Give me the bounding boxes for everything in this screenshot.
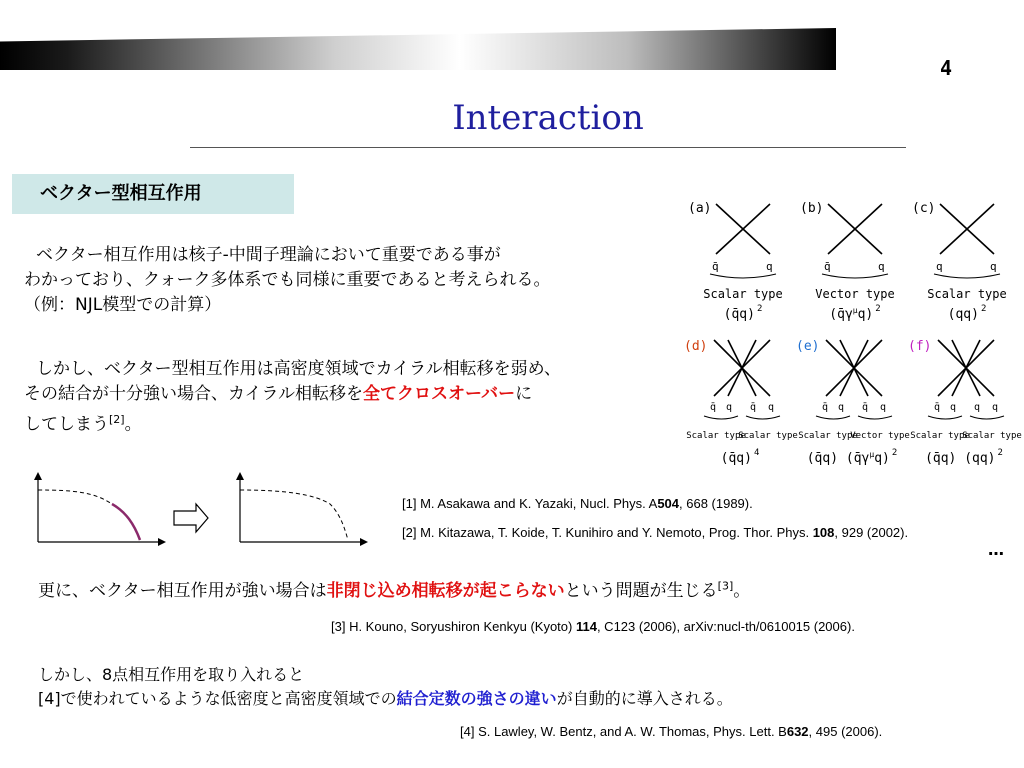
leg-label: q bbox=[878, 260, 885, 273]
coupling-formula: (q̄q) $(q̄\gamma^\mu q)$ $^2$ bbox=[806, 448, 898, 466]
phase-plot-right bbox=[236, 472, 368, 546]
type-label: Vector type bbox=[850, 431, 910, 441]
pair-brace bbox=[746, 416, 780, 419]
paragraph-line: [4]で使われているような低密度と高密度領域での結合定数の強さの違いが自動的に導入される。 bbox=[38, 689, 733, 708]
type-label: Scalar type bbox=[738, 431, 798, 441]
leg-label: q bbox=[726, 402, 733, 413]
reference-2: [2] M. Kitazawa, T. Koide, T. Kunihiro and Y. Nemoto, Prog. Thor. Phys. 108, 929 (2002). bbox=[402, 525, 909, 540]
vertex-diagram-c bbox=[912, 201, 1007, 322]
vertex-diagram-f bbox=[908, 339, 1022, 466]
reference-1: [1] M. Asakawa and K. Yazaki, Nucl. Phys. A504, 668 (1989). bbox=[402, 496, 753, 511]
coupling-formula: $(q̄\gamma^\mu q)$ $^2$ bbox=[829, 304, 881, 322]
diagram-tag: (d) bbox=[684, 339, 708, 354]
leg-label: q̄ bbox=[862, 402, 869, 413]
diagram-tag: (a) bbox=[688, 201, 712, 216]
paragraph-eight-point bbox=[38, 663, 733, 711]
pair-brace bbox=[928, 416, 962, 419]
coupling-formula: (q̄q) $^2$ bbox=[723, 304, 763, 322]
paragraph-chiral-transition bbox=[24, 357, 692, 438]
coupling-formula: (qq) $^2$ bbox=[947, 304, 987, 322]
phase-diagram-sketch bbox=[24, 466, 374, 552]
coupling-formula: (q̄q) (qq) $^2$ bbox=[925, 448, 1003, 466]
pair-brace bbox=[704, 416, 738, 419]
paragraph-line: わかっており、クォーク多体系でも同様に重要であると考えられる。 bbox=[24, 270, 551, 290]
leg-label: q̄ bbox=[934, 402, 941, 413]
reference-4: [4] S. Lawley, W. Bentz, and A. W. Thomas, Phys. Lett. B632, 495 (2006). bbox=[460, 724, 883, 739]
pair-brace bbox=[970, 416, 1004, 419]
leg-label: q̄ bbox=[822, 402, 829, 413]
diagram-tag: (e) bbox=[796, 339, 820, 354]
citation-ref: [3] bbox=[717, 579, 734, 593]
section-heading: ベクター型相互作用 bbox=[12, 174, 294, 214]
diagram-tag: (c) bbox=[912, 201, 936, 216]
emphasis-crossover: 全てクロスオーバー bbox=[362, 384, 516, 404]
leg-label: q̄ bbox=[824, 260, 831, 273]
leg-label: q bbox=[838, 402, 845, 413]
type-label: Scalar type bbox=[962, 431, 1022, 441]
leg-label: q bbox=[992, 402, 999, 413]
pair-brace bbox=[858, 416, 892, 419]
vertex-diagram-a bbox=[688, 201, 783, 322]
pair-brace bbox=[710, 274, 776, 278]
leg-label: q̄ bbox=[750, 402, 757, 413]
emphasis-no-deconfinement: 非閉じ込め相転移が起こらない bbox=[326, 581, 565, 601]
title-divider bbox=[190, 147, 906, 148]
leg-label: q bbox=[974, 402, 981, 413]
page-number: 4 bbox=[939, 56, 953, 80]
ellipsis: … bbox=[988, 540, 1005, 559]
vertex-diagram-b bbox=[800, 201, 895, 322]
interaction-vertex-diagrams bbox=[680, 190, 1024, 480]
paragraph-line: その結合が十分強い場合、カイラル相転移を全てクロスオーバーに bbox=[24, 384, 533, 404]
paragraph-line: しかし、ベクター型相互作用は高密度領域でカイラル相転移を弱め、 bbox=[36, 359, 561, 379]
paragraph-deconfinement: 更に、ベクター相互作用が強い場合は非閉じ込め相転移が起こらないという問題が生じる[3]。 bbox=[38, 579, 751, 601]
arrow-icon bbox=[174, 504, 208, 532]
diagram-tag: (f) bbox=[908, 339, 932, 354]
type-label: Scalar type bbox=[910, 431, 970, 441]
vertex-diagram-d bbox=[684, 339, 798, 466]
pair-brace bbox=[822, 274, 888, 278]
pair-brace bbox=[816, 416, 850, 419]
paragraph-line: （例：NJL模型での計算） bbox=[24, 295, 222, 315]
type-label: Scalar type bbox=[927, 287, 1007, 301]
phase-plot-left bbox=[34, 472, 166, 546]
paragraph-line: ベクター相互作用は核子-中間子理論において重要である事が bbox=[36, 245, 501, 265]
leg-label: q bbox=[936, 260, 943, 273]
pair-brace bbox=[934, 274, 1000, 278]
header-gradient-bar bbox=[0, 28, 836, 70]
reference-3: [3] H. Kouno, Soryushiron Kenkyu (Kyoto) 114, C123 (2006), arXiv:nucl-th/0610015 (2006). bbox=[331, 619, 855, 634]
leg-label: q bbox=[990, 260, 997, 273]
leg-label: q bbox=[950, 402, 957, 413]
paragraph-line: しかし、8点相互作用を取り入れると bbox=[38, 665, 305, 684]
leg-label: q bbox=[766, 260, 773, 273]
leg-label: q̄ bbox=[712, 260, 719, 273]
leg-label: q bbox=[880, 402, 887, 413]
coupling-formula: (q̄q) $^4$ bbox=[720, 448, 760, 466]
emphasis-coupling-difference: 結合定数の強さの違い bbox=[396, 689, 557, 708]
leg-label: q bbox=[768, 402, 775, 413]
type-label: Scalar type bbox=[798, 431, 858, 441]
paragraph-vector-interaction-importance bbox=[24, 243, 674, 318]
leg-label: q̄ bbox=[710, 402, 717, 413]
slide-title: Interaction bbox=[452, 98, 644, 138]
type-label: Scalar type bbox=[703, 287, 783, 301]
type-label: Vector type bbox=[815, 287, 895, 301]
citation-ref: [2] bbox=[109, 413, 125, 426]
paragraph-line: してしまう[2]。 bbox=[24, 413, 142, 435]
type-label: Scalar type bbox=[686, 431, 746, 441]
vertex-diagram-e bbox=[796, 339, 910, 466]
diagram-tag: (b) bbox=[800, 201, 824, 216]
